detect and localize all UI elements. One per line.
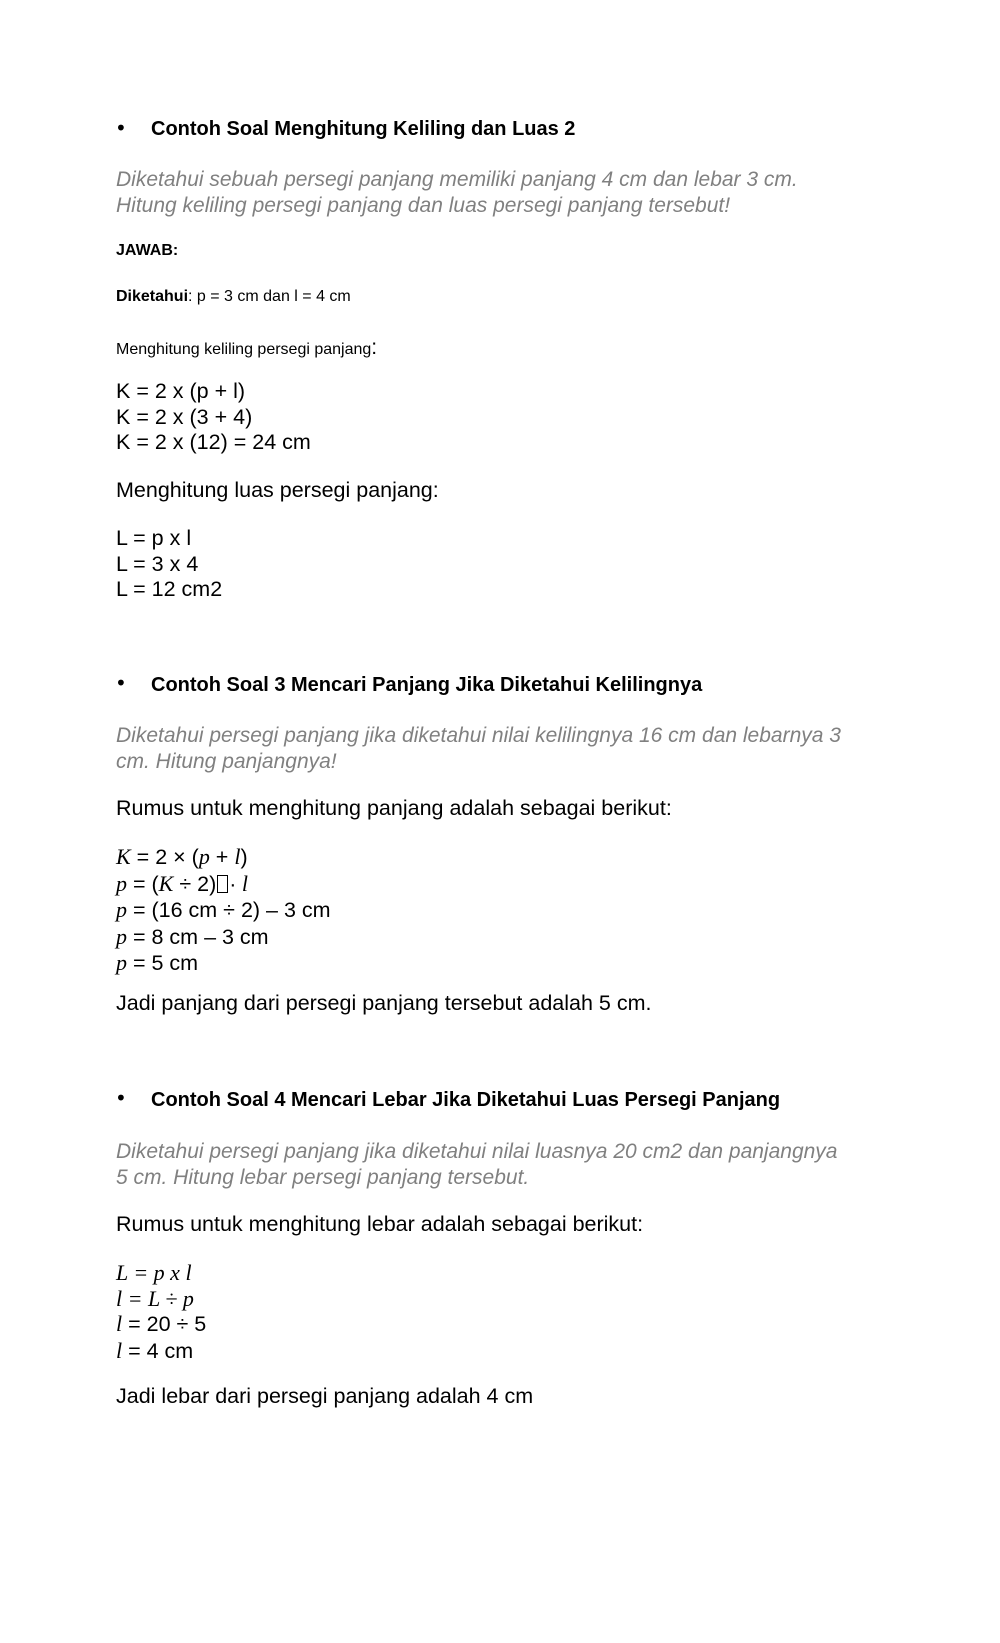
formula-line (116, 1338, 206, 1365)
bullet-point: • (115, 116, 127, 140)
keliling-intro-colon: : (371, 336, 378, 359)
formula-text: = ( (127, 871, 159, 896)
question-line: Diketahui sebuah persegi panjang memiliki panjang 4 cm dan lebar 3 cm. (116, 168, 798, 191)
formula-line (116, 924, 331, 951)
missing-glyph-box-icon (217, 875, 228, 893)
formula-line: L = p x l (116, 1260, 192, 1285)
var-p: p (116, 897, 127, 922)
section-4-heading: Contoh Soal 4 Mencari Lebar Jika Diketahui Luas Persegi Panjang (151, 1089, 781, 1111)
var-l: l (116, 1311, 123, 1336)
var-k: K (116, 844, 131, 869)
var-l: l (236, 870, 249, 896)
section-2-question (116, 167, 798, 219)
var-k: K (158, 870, 174, 896)
section-4-conclusion: Jadi lebar dari persegi panjang adalah 4 cm (116, 1384, 534, 1408)
question-line: cm. Hitung panjangnya! (116, 750, 337, 773)
question-line: Hitung keliling persegi panjang dan luas persegi panjang tersebut! (116, 194, 731, 217)
section-4-question (116, 1139, 838, 1191)
bullet-point: • (115, 1086, 127, 1110)
question-line: Diketahui persegi panjang jika diketahui nilai luasnya 20 cm2 dan panjangnya (116, 1140, 838, 1163)
formula-text: ) (240, 845, 248, 869)
formula-line: l = L ÷ p (116, 1285, 194, 1311)
section-2-heading: Contoh Soal Menghitung Keliling dan Luas 2 (151, 118, 576, 140)
section-3-conclusion: Jadi panjang dari persegi panjang tersebut adalah 5 cm. (116, 991, 652, 1015)
var-l: l (116, 1337, 123, 1363)
keliling-intro (116, 336, 377, 360)
diketahui-line (116, 288, 351, 306)
var-l: l (234, 844, 241, 869)
diketahui-value: : p = 3 cm dan l = 4 cm (188, 288, 351, 305)
section-3-heading: Contoh Soal 3 Mencari Panjang Jika Diketahui Kelilingnya (151, 674, 703, 696)
formula-line (116, 950, 331, 977)
question-line: 5 cm. Hitung lebar persegi panjang tersebut. (116, 1166, 530, 1189)
formula-line (116, 871, 331, 898)
section-3-question (116, 723, 841, 775)
formula-text: · (229, 871, 237, 896)
formula-text: ÷ 2) (173, 871, 217, 896)
section-4-rumus-intro: Rumus untuk menghitung lebar adalah sebagai berikut: (116, 1212, 644, 1236)
formula-line: K = 2 x (12) = 24 cm (116, 430, 311, 454)
section-3-formula (116, 844, 331, 977)
diketahui-label: Diketahui (116, 288, 189, 305)
formula-text: = 20 ÷ 5 (122, 1312, 207, 1336)
formula-line: L = 12 cm2 (116, 577, 223, 601)
formula-line: K = 2 x (p + l) (116, 379, 246, 403)
var-p: p (116, 870, 127, 896)
formula-line: L = p x l (116, 526, 192, 550)
section-4-formula (116, 1260, 206, 1364)
jawab-label: JAWAB: (116, 242, 179, 259)
var-p: p (116, 923, 127, 949)
formula-line (116, 897, 331, 924)
bullet-point: • (115, 671, 127, 695)
formula-text: = 2 × ( (130, 845, 199, 869)
formula-text: = 8 cm – 3 cm (127, 924, 269, 949)
luas-formula (116, 526, 222, 603)
luas-intro: Menghitung luas persegi panjang: (116, 478, 439, 502)
formula-text: + (209, 845, 235, 869)
var-p: p (116, 950, 127, 975)
formula-line: K = 2 x (3 + 4) (116, 404, 253, 429)
formula-text: = 4 cm (122, 1338, 194, 1363)
section-3-rumus-intro: Rumus untuk menghitung panjang adalah sebagai berikut: (116, 796, 672, 820)
formula-text: = (16 cm ÷ 2) – 3 cm (127, 898, 331, 922)
formula-text: = 5 cm (127, 951, 199, 975)
formula-line: L = 3 x 4 (116, 551, 199, 576)
keliling-intro-text: Menghitung keliling persegi panjang (116, 341, 372, 358)
keliling-formula (116, 379, 311, 456)
question-line: Diketahui persegi panjang jika diketahui nilai kelilingnya 16 cm dan lebarnya 3 (116, 724, 841, 747)
formula-line (116, 1311, 206, 1338)
var-p: p (198, 844, 210, 869)
formula-line (116, 844, 331, 871)
